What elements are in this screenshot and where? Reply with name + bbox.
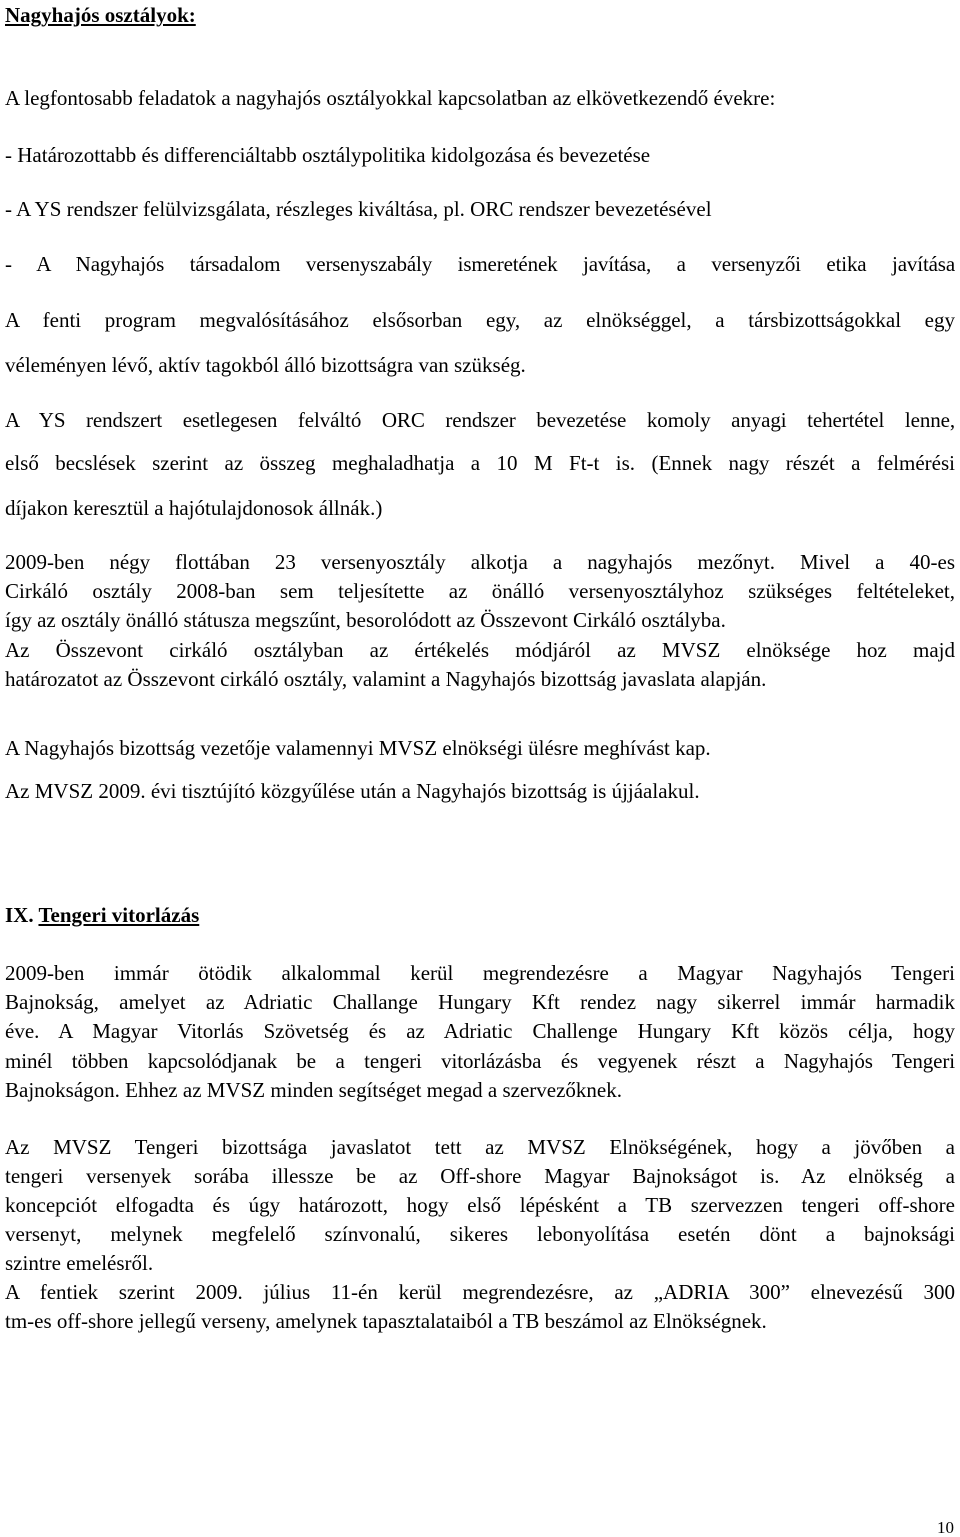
text-line: Cirkáló osztály 2008-ban sem teljesítette az önálló versenyosztályhoz szükséges feltételeket,	[5, 579, 955, 603]
text-line: - A Nagyhajós társadalom versenyszabály ismeretének javítása, a versenyzői etika javítása	[5, 252, 955, 276]
text-line: szintre emelésről.	[5, 1251, 154, 1275]
page-number: 10	[937, 1518, 954, 1537]
text-line: A fenti program megvalósításához elsősorban egy, az elnökséggel, a társbizottságokkal egy	[5, 308, 955, 332]
text-line: - Határozottabb és differenciáltabb osztálypolitika kidolgozása és bevezetése	[5, 143, 651, 167]
section-title: Nagyhajós osztályok:	[5, 3, 196, 27]
text-line: minél többen kapcsolódjanak be a tengeri vitorlázásba és vegyenek részt a Nagyhajós Tengeri	[5, 1049, 955, 1073]
section-title: Tengeri vitorlázás	[38, 903, 200, 927]
text-line: így az osztály önálló státusza megszűnt, besorolódott az Összevont Cirkáló osztályba.	[5, 608, 726, 632]
section-number: IX.	[5, 903, 34, 927]
text-line: díjakon keresztül a hajótulajdonosok állnák.)	[5, 496, 383, 520]
text-line: A Nagyhajós bizottság vezetője valamennyi MVSZ elnökségi ülésre meghívást kap.	[5, 736, 711, 760]
text-line: 2009-ben immár ötödik alkalommal kerül megrendezésre a Magyar Nagyhajós Tengeri	[5, 961, 955, 985]
text-line: éve. A Magyar Vitorlás Szövetség és az Adriatic Challenge Hungary Kft közös célja, hogy	[5, 1019, 955, 1043]
text-line: A YS rendszert esetlegesen felváltó ORC rendszer bevezetése komoly anyagi tehertétel lenne,	[5, 408, 955, 432]
text-line: első becslések szerint az összeg meghaladhatja a 10 M Ft-t is. (Ennek nagy részét a felmérési	[5, 451, 955, 475]
text-line: tengeri versenyek sorába illessze be az Off-shore Magyar Bajnokságot is. Az elnökség a	[5, 1164, 955, 1188]
text-line: Bajnokság, amelyet az Adriatic Challange Hungary Kft rendez nagy sikerrel immár harmadik	[5, 990, 955, 1014]
text-line: koncepciót elfogadta és úgy határozott, hogy első lépésként a TB szervezzen tengeri off-shore	[5, 1193, 955, 1217]
text-line: véleményen lévő, aktív tagokból álló bizottságra van szükség.	[5, 353, 526, 377]
text-line: A fentiek szerint 2009. július 11-én kerül megrendezésre, az „ADRIA 300” elnevezésű 300	[5, 1280, 955, 1304]
text-line: A legfontosabb feladatok a nagyhajós osztályokkal kapcsolatban az elkövetkezendő évekre:	[5, 86, 776, 110]
text-line: - A YS rendszer felülvizsgálata, részleges kiváltása, pl. ORC rendszer bevezetésével	[5, 197, 712, 221]
text-line: Bajnokságon. Ehhez az MVSZ minden segítséget megad a szervezőknek.	[5, 1078, 622, 1102]
text-line: határozatot az Összevont cirkáló osztály, valamint a Nagyhajós bizottság javaslata alapján.	[5, 667, 767, 691]
section-heading	[5, 902, 199, 928]
text-line: Az Összevont cirkáló osztályban az értékelés módjáról az MVSZ elnöksége hoz majd	[5, 638, 955, 662]
text-line: versenyt, melynek megfelelő színvonalú, sikeres lebonyolítása esetén dönt a bajnoksági	[5, 1222, 955, 1246]
text-line: tm-es off-shore jellegű verseny, amelynek tapasztalataiból a TB beszámol az Elnökségnek.	[5, 1309, 767, 1333]
text-line: Az MVSZ Tengeri bizottsága javaslatot tett az MVSZ Elnökségének, hogy a jövőben a	[5, 1135, 955, 1159]
text-line: Az MVSZ 2009. évi tisztújító közgyűlése után a Nagyhajós bizottság is újjáalakul.	[5, 779, 700, 803]
text-line: 2009-ben négy flottában 23 versenyosztály alkotja a nagyhajós mezőnyt. Mivel a 40-es	[5, 550, 955, 574]
